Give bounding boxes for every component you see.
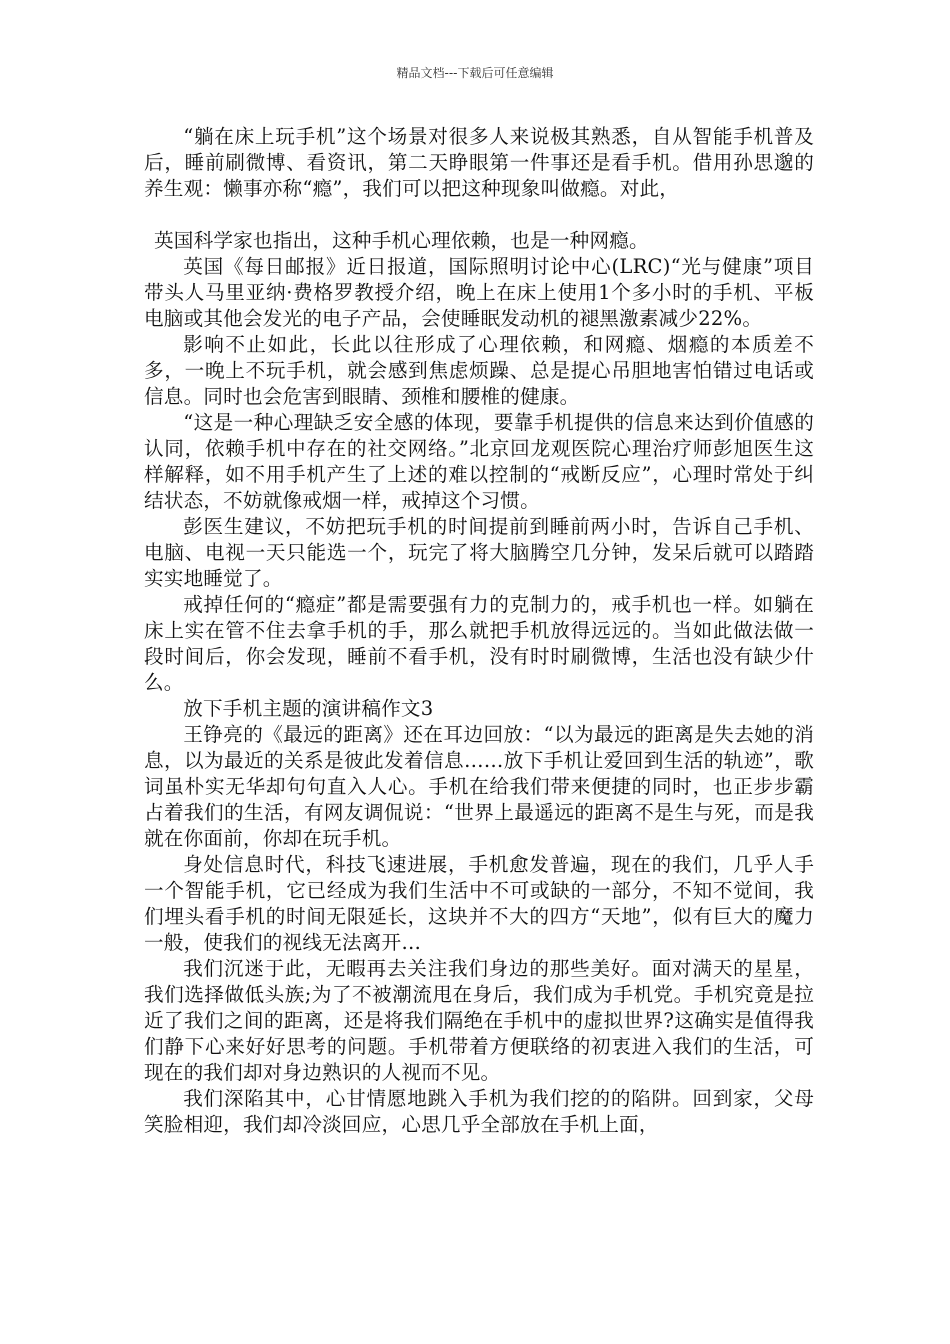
paragraph-6: 彭医生建议，不妨把玩手机的时间提前到睡前两小时，告诉自己手机、电脑、电视一天只能选一个，玩完了将大脑腾空几分钟，发呆后就可以踏踏实实地睡觉了。 <box>144 515 814 590</box>
paragraph-4: 影响不止如此，长此以往形成了心理依赖，和网瘾、烟瘾的本质差不多，一晚上不玩手机，就会感到焦虑烦躁、总是提心吊胆地害怕错过电话或信息。同时也会危害到眼睛、颈椎和腰椎的健康。 <box>144 333 814 408</box>
paragraph-11: 我们深陷其中，心甘情愿地跳入手机为我们挖的的陷阱。回到家，父母笑脸相迎，我们却冷淡回应，心思几乎全部放在手机上面， <box>144 1087 814 1136</box>
document-body <box>144 124 814 1138</box>
paragraph-1: “躺在床上玩手机”这个场景对很多人来说极其熟悉，自从智能手机普及后，睡前刷微博、看资讯，第二天睁眼第一件事还是看手机。借用孙思邈的养生观：懒事亦称“瘾”，我们可以把这种现象叫做瘾。对此， <box>144 125 814 200</box>
paragraph-7: 戒掉任何的“瘾症”都是需要强有力的克制力的，戒手机也一样。如躺在床上实在管不住去拿手机的手，那么就把手机放得远远的。当如此做法做一段时间后，你会发现，睡前不看手机，没有时时刷微博，生活也没有缺少什么。 <box>144 593 814 694</box>
paragraph-10: 我们沉迷于此，无暇再去关注我们身边的那些美好。面对满天的星星，我们选择做低头族;为了不被潮流甩在身后，我们成为手机党。手机究竟是拉近了我们之间的距离，还是将我们隔绝在手机中的虚拟世界?这确实是值得我们静下心来好好思考的问题。手机带着方便联络的初衷进入我们的生活，可现在的我们却对身边熟识的人视而不见。 <box>144 957 814 1084</box>
paragraph-8: 王铮亮的《最远的距离》还在耳边回放：“以为最远的距离是失去她的消息，以为最近的关系是彼此发着信息……放下手机让爱回到生活的轨迹”，歌词虽朴实无华却句句直入人心。手机在给我们带来便捷的同时，也正步步霸占着我们的生活，有网友调侃说：“世界上最遥远的距离不是生与死，而是我就在你面前，你却在玩手机。 <box>144 723 814 850</box>
section-heading: 放下手机主题的演讲稿作文3 <box>183 697 434 720</box>
page-header: 精品文档---下载后可任意编辑 <box>396 66 554 80</box>
paragraph-5: “这是一种心理缺乏安全感的体现，要靠手机提供的信息来达到价值感的认同，依赖手机中存在的社交网络。”北京回龙观医院心理治疗师彭旭医生这样解释，如不用手机产生了上述的难以控制的“戒断反应”，心理时常处于纠结状态，不妨就像戒烟一样，戒掉这个习惯。 <box>144 411 814 512</box>
paragraph-2: 英国科学家也指出，这种手机心理依赖，也是一种网瘾。 <box>154 229 649 252</box>
paragraph-3: 英国《每日邮报》近日报道，国际照明讨论中心(LRC)“光与健康”项目带头人马里亚纳·费格罗教授介绍，晚上在床上使用1个多小时的手机、平板电脑或其他会发光的电子产品，会使睡眠发动机的褪黑激素减少22%。 <box>144 255 814 330</box>
paragraph-9: 身处信息时代，科技飞速进展，手机愈发普遍，现在的我们，几乎人手一个智能手机，它已经成为我们生活中不可或缺的一部分，不知不觉间，我们埋头看手机的时间无限延长，这块并不大的四方“天地”，似有巨大的魔力一般，使我们的视线无法离开… <box>144 853 814 954</box>
